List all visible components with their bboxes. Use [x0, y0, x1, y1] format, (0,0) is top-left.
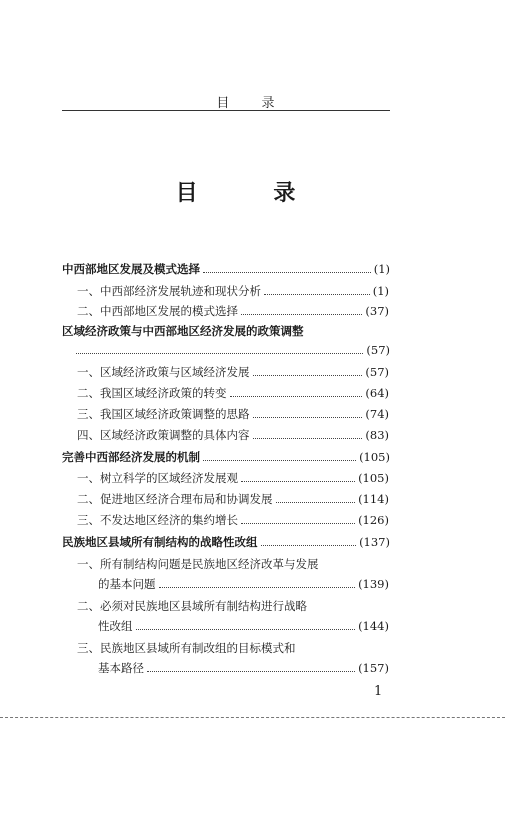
toc-entry-title[interactable]: 三、民族地区县域所有制改组的目标模式和	[77, 641, 296, 655]
toc-entry-page: (37)	[365, 304, 389, 318]
toc-entry-title[interactable]: 二、必须对民族地区县域所有制结构进行战略	[77, 599, 307, 613]
toc-entry-title: 二、我国区域经济政策的转变	[77, 386, 227, 400]
toc-entry-title[interactable]: 区域经济政策与中西部地区经济发展的政策调整	[62, 324, 304, 338]
toc-entry-title: 二、中西部地区发展的模式选择	[77, 304, 238, 318]
toc-entry[interactable]	[76, 343, 390, 357]
toc-entry-page: (126)	[358, 513, 389, 527]
toc-entry[interactable]	[77, 513, 389, 527]
toc-entry[interactable]	[77, 365, 389, 379]
toc-entry-page: (57)	[365, 365, 389, 379]
toc-entry[interactable]	[77, 386, 389, 400]
dot-leader	[230, 386, 363, 397]
dot-leader	[147, 661, 355, 672]
toc-entry[interactable]	[62, 450, 390, 464]
toc-entry-page: (105)	[358, 471, 389, 485]
dot-leader	[241, 304, 362, 315]
dot-leader	[276, 492, 356, 503]
toc-entry-page: (157)	[358, 661, 389, 675]
toc-entry[interactable]	[62, 535, 390, 549]
running-head: 目 录	[216, 96, 289, 111]
toc-entry[interactable]	[98, 577, 389, 591]
header-rule	[62, 110, 390, 111]
toc-entry[interactable]	[62, 262, 390, 276]
toc-entry-title-continued: 基本路径	[98, 661, 144, 675]
dot-leader	[203, 450, 356, 461]
toc-entry-title: 四、区域经济政策调整的具体内容	[77, 428, 250, 442]
toc-entry-title: 三、我国区域经济政策调整的思路	[77, 407, 250, 421]
toc-entry[interactable]	[77, 492, 389, 506]
dot-leader	[264, 284, 370, 295]
toc-entry-page: (139)	[358, 577, 389, 591]
toc-entry-title-continued: 的基本问题	[98, 577, 156, 591]
toc-entry-title: 二、促进地区经济合理布局和协调发展	[77, 492, 273, 506]
toc-entry-page: (137)	[359, 535, 390, 549]
dot-leader	[76, 343, 363, 354]
toc-entry-title: 民族地区县域所有制结构的战略性改组	[62, 535, 258, 549]
dot-leader	[253, 365, 363, 376]
toc-entry-title: 三、不发达地区经济的集约增长	[77, 513, 238, 527]
toc-entry-title-continued: 性改组	[98, 619, 133, 633]
toc-entry-page: (57)	[366, 343, 390, 357]
dot-leader	[261, 535, 357, 546]
toc-entry-page: (144)	[358, 619, 389, 633]
dot-leader	[159, 577, 356, 588]
toc-entry-page: (74)	[365, 407, 389, 421]
toc-entry-page: (1)	[373, 262, 390, 276]
toc-entry[interactable]	[77, 428, 389, 442]
dot-leader	[203, 262, 371, 273]
toc-entry-title: 一、中西部经济发展轨迹和现状分析	[77, 284, 261, 298]
toc-entry-title: 一、树立科学的区域经济发展观	[77, 471, 238, 485]
toc-entry-title: 一、区域经济政策与区域经济发展	[77, 365, 250, 379]
toc-entry[interactable]	[77, 407, 389, 421]
toc-entry-title: 完善中西部经济发展的机制	[62, 450, 200, 464]
toc-entry[interactable]	[77, 284, 389, 298]
toc-entry-title: 中西部地区发展及模式选择	[62, 262, 200, 276]
toc-entry-page: (114)	[358, 492, 389, 506]
footer-rule	[0, 717, 505, 718]
toc-entry-page: (105)	[359, 450, 390, 464]
toc-entry-page: (64)	[365, 386, 389, 400]
toc-entry[interactable]	[77, 304, 389, 318]
dot-leader	[241, 513, 355, 524]
page-number: 1	[374, 684, 383, 699]
toc-entry[interactable]	[77, 471, 389, 485]
dot-leader	[253, 428, 363, 439]
toc-entry-title[interactable]: 一、所有制结构问题是民族地区经济改革与发展	[77, 557, 319, 571]
page-title: 目 录	[175, 181, 330, 206]
dot-leader	[136, 619, 356, 630]
toc-entry[interactable]	[98, 661, 389, 675]
toc-entry-page: (1)	[372, 284, 389, 298]
toc-entry-page: (83)	[365, 428, 389, 442]
toc-entry[interactable]	[98, 619, 389, 633]
dot-leader	[253, 407, 363, 418]
dot-leader	[241, 471, 355, 482]
